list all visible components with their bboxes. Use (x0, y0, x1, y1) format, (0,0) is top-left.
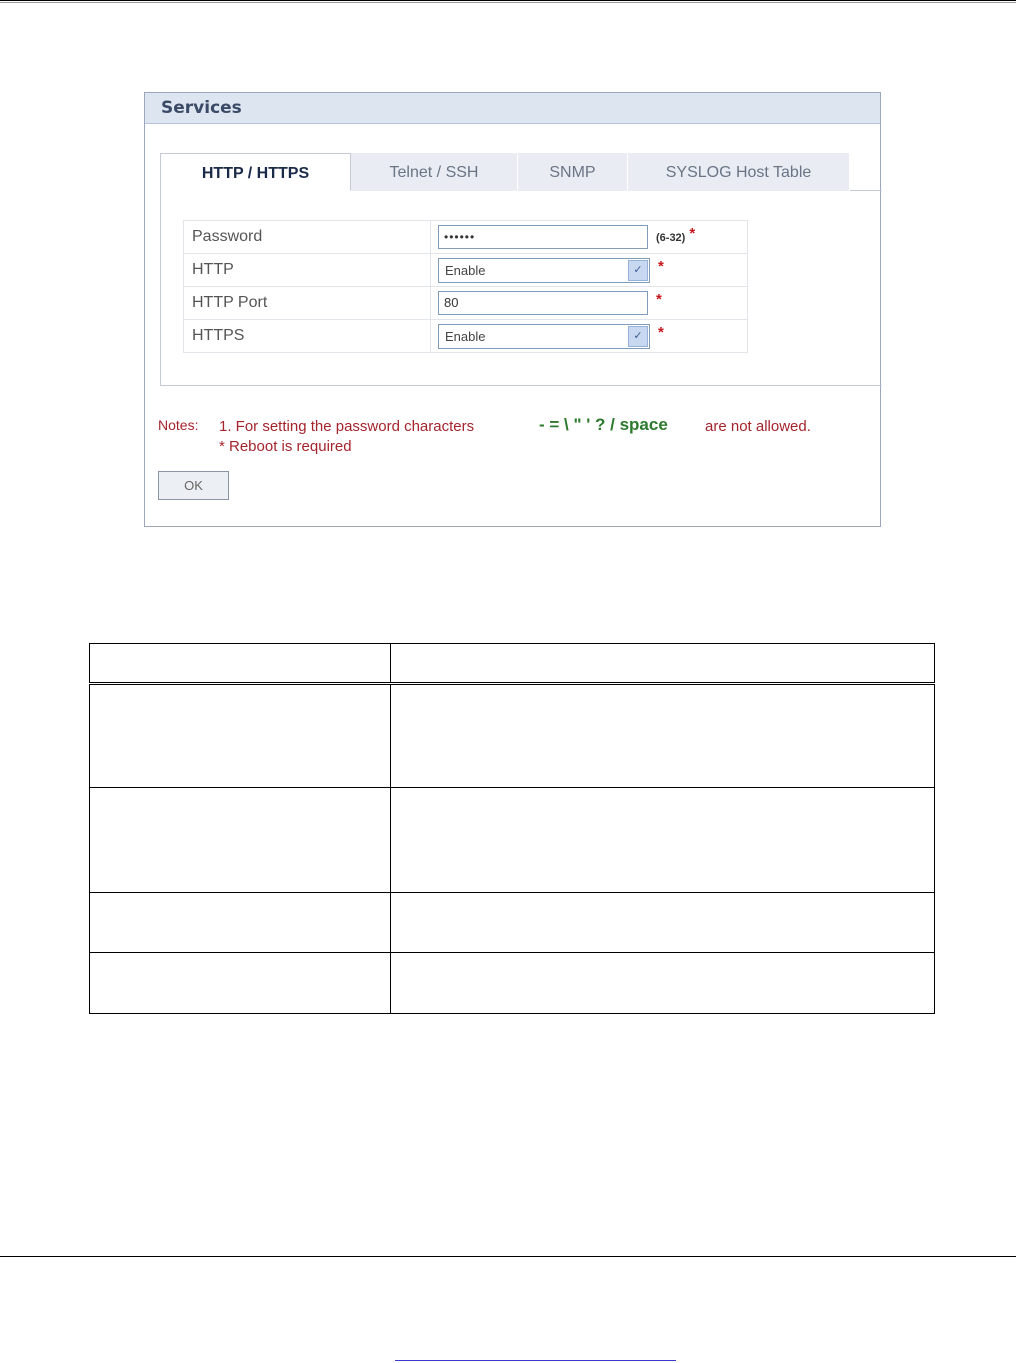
table-row (90, 684, 935, 788)
footer-link-underline[interactable] (395, 1360, 676, 1361)
top-rule (0, 0, 1016, 1)
form-row-https (184, 320, 748, 353)
notes-label: Notes: (158, 417, 199, 433)
chevron-down-icon[interactable]: ✓ (628, 260, 648, 281)
tab-http-https[interactable]: HTTP / HTTPS (160, 153, 351, 191)
https-select-value: Enable (445, 328, 486, 344)
password-length-hint: (6-32) (656, 232, 686, 245)
http-port-input[interactable]: 80 (438, 291, 648, 315)
required-asterisk: * (658, 323, 664, 341)
ok-button[interactable]: OK (158, 471, 229, 500)
table-header-cell (391, 644, 935, 684)
table-row (90, 893, 935, 953)
form-row-password (184, 221, 748, 254)
panel-title: Services (145, 93, 880, 124)
form-row-http (184, 254, 748, 287)
notes-line-1-suffix: are not allowed. (705, 418, 811, 435)
tab-bar (160, 153, 882, 191)
table-row (90, 953, 935, 1014)
password-input[interactable]: •••••• (438, 225, 648, 249)
table-cell (391, 684, 935, 788)
description-table (89, 643, 935, 1014)
tab-telnet-ssh[interactable]: Telnet / SSH (351, 153, 518, 191)
required-asterisk: * (658, 257, 664, 275)
required-asterisk: * (656, 291, 662, 308)
table-cell (90, 953, 391, 1014)
password-label: Password (184, 221, 431, 254)
https-label: HTTPS (184, 320, 431, 353)
http-port-label: HTTP Port (184, 287, 431, 320)
tab-syslog-host-table[interactable]: SYSLOG Host Table (628, 153, 850, 191)
form-row-http-port (184, 287, 748, 320)
chevron-down-icon[interactable]: ✓ (628, 326, 648, 347)
table-cell (90, 893, 391, 953)
top-rule-secondary (0, 2, 1016, 3)
http-label: HTTP (184, 254, 431, 287)
required-asterisk: * (689, 225, 696, 242)
disallowed-characters: - = \ " ' ? / space (539, 415, 668, 434)
table-cell (90, 788, 391, 893)
notes-line-2: * Reboot is required (219, 438, 352, 455)
http-settings-form (183, 220, 748, 353)
http-select[interactable] (438, 258, 650, 283)
table-cell (391, 788, 935, 893)
table-header-row (90, 644, 935, 684)
tab-snmp[interactable]: SNMP (518, 153, 628, 191)
table-row (90, 788, 935, 893)
table-header-cell (90, 644, 391, 684)
https-select[interactable] (438, 324, 650, 349)
services-panel (144, 92, 881, 527)
table-cell (90, 684, 391, 788)
notes-line-1: 1. For setting the password characters (219, 418, 475, 435)
footer-rule (0, 1256, 1016, 1257)
table-cell (391, 893, 935, 953)
table-cell (391, 953, 935, 1014)
http-select-value: Enable (445, 262, 486, 278)
